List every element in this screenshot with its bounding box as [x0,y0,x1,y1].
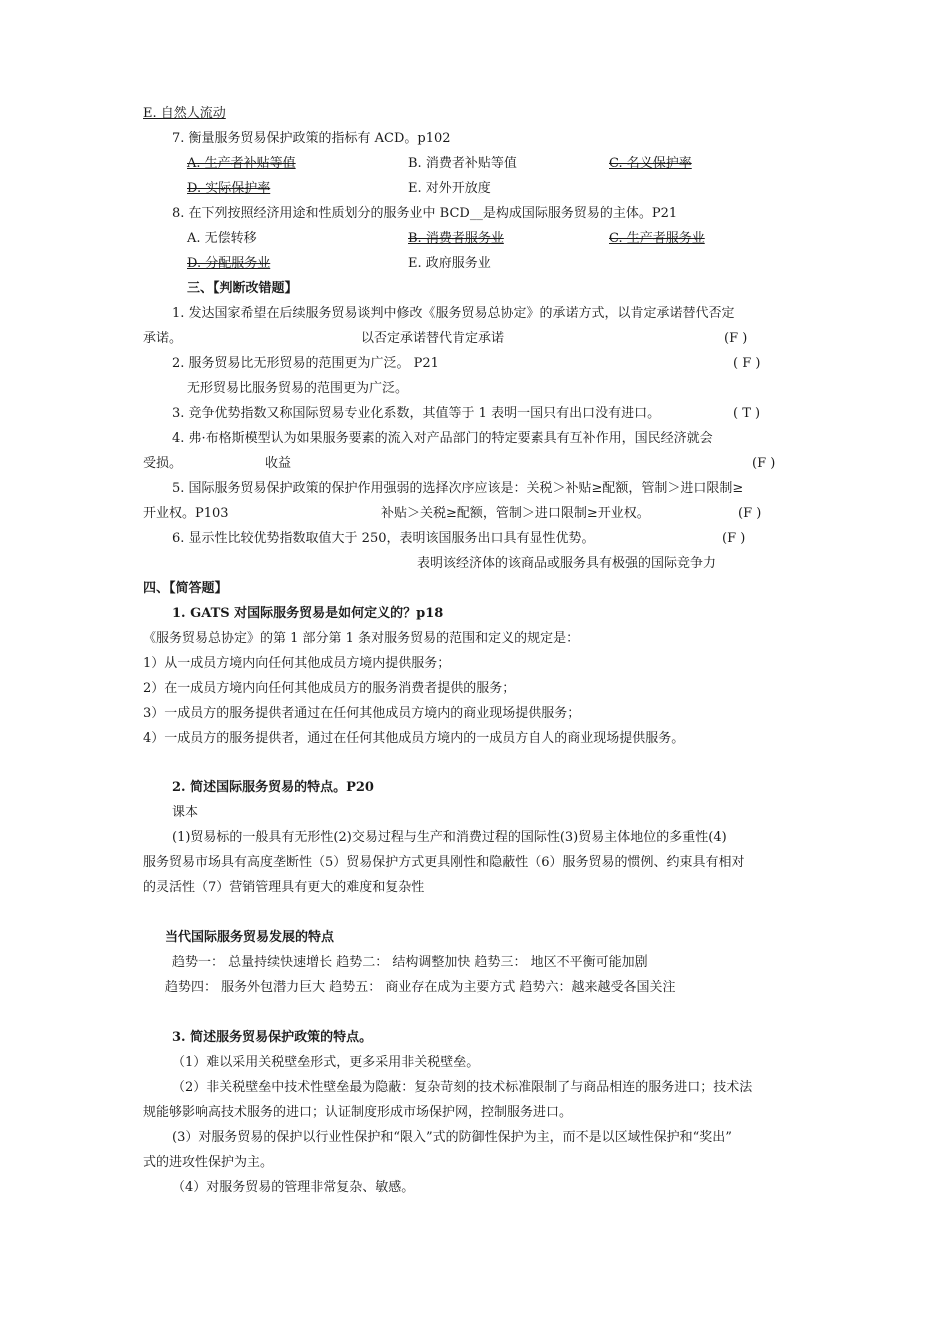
judge-2-correction: 无形贸易比服务贸易的范围更为广泛。 [187,381,409,396]
q7-option-b: B. 消费者补贴等值 [408,156,517,171]
judge-6-answer: (F ) [722,531,746,546]
short-2-line-3: 的灵活性（7）营销管理具有更大的难度和复杂性 [143,880,425,895]
short-answer-heading: 四、【简答题】 [143,581,228,596]
short-1-intro: 《服务贸易总协定》的第 1 部分第 1 条对服务贸易的范围和定义的规定是： [143,631,580,646]
judge-4-line2: 受损。 [143,456,183,471]
question-8: 8. 在下列按照经济用途和性质划分的服务业中 BCD__是构成国际服务贸易的主体。P21 [172,206,678,221]
judge-5-line1: 5. 国际服务贸易保护政策的保护作用强弱的选择次序应该是：关税＞补贴≥配额，管制＞进口限制≥ [172,481,744,496]
option-e-natural-person: E. 自然人流动 [143,106,226,121]
judge-6: 6. 显示性比较优势指数取值大于 250，表明该国服务出口具有显性优势。 [172,531,595,546]
judge-3-answer: ( T ) [733,406,761,421]
short-3-point-3a: (3）对服务贸易的保护以行业性保护和“限入”式的防御性保护为主，而不是以区域性保护和“奖出” [172,1130,732,1145]
judge-4-line1: 4. 弗·布格斯模型认为如果服务要素的流入对产品部门的特定要素具有互补作用，国民经济就会 [172,431,713,446]
q7-option-d: D. 实际保护率 [187,181,271,196]
judge-4-correction: 收益 [265,456,292,471]
q8-option-b: B. 消费者服务业 [408,231,504,246]
judge-5-line2: 开业权。P103 [143,506,229,521]
q7-option-a: A. 生产者补贴等值 [187,156,296,171]
short-3-question: 3. 简述服务贸易保护政策的特点。 [172,1030,373,1045]
judge-2: 2. 服务贸易比无形贸易的范围更为广泛。 P21 [172,356,439,371]
q8-option-c: C. 生产者服务业 [609,231,705,246]
trend-line-2: 趋势四： 服务外包潜力巨大 趋势五： 商业存在成为主要方式 趋势六：越来越受各国关注 [165,980,676,995]
judge-1-line1: 1. 发达国家希望在后续服务贸易谈判中修改《服务贸易总协定》的承诺方式，以肯定承诺替代否定 [172,306,735,321]
short-1-item-3: 3）一成员方的服务提供者通过在任何其他成员方境内的商业现场提供服务； [143,706,581,721]
short-3-point-4: （4）对服务贸易的管理非常复杂、敏感。 [172,1180,415,1195]
judge-1-answer: (F ) [724,331,748,346]
judge-5-answer: (F ) [738,506,762,521]
judge-1-correction: 以否定承诺替代肯定承诺 [361,331,505,346]
short-1-question: 1. GATS 对国际服务贸易是如何定义的？p18 [172,606,444,621]
q8-option-e: E. 政府服务业 [408,256,491,271]
q8-option-a: A. 无偿转移 [187,231,257,246]
short-3-point-1: （1）难以采用关税壁垒形式，更多采用非关税壁垒。 [172,1055,480,1070]
judge-3: 3. 竞争优势指数又称国际贸易专业化系数，其值等于 1 表明一国只有出口没有进口。 [172,406,661,421]
q8-option-d: D. 分配服务业 [187,256,271,271]
short-2-question: 2. 简述国际服务贸易的特点。P20 [172,780,374,795]
trend-heading: 当代国际服务贸易发展的特点 [165,930,335,945]
short-2-source: 课本 [172,805,199,820]
judge-2-answer: ( F ) [733,356,761,371]
judge-6-correction: 表明该经济体的该商品或服务具有极强的国际竞争力 [417,556,717,571]
q7-option-e: E. 对外开放度 [408,181,491,196]
judge-4-answer: (F ) [752,456,776,471]
short-1-item-1: 1）从一成员方境内向任何其他成员方境内提供服务； [143,656,451,671]
short-1-item-2: 2）在一成员方境内向任何其他成员方的服务消费者提供的服务； [143,681,516,696]
short-3-point-2a: （2）非关税壁垒中技术性壁垒最为隐蔽：复杂苛刻的技术标准限制了与商品相连的服务进口；技术法 [172,1080,753,1095]
short-3-point-3b: 式的进攻性保护为主。 [143,1155,274,1170]
judge-5-correction: 补贴＞关税≥配额，管制＞进口限制≥开业权。 [381,506,650,521]
short-2-line-1: (1)贸易标的一般具有无形性(2)交易过程与生产和消费过程的国际性(3)贸易主体地位的多重性(4) [172,830,727,845]
judge-1-line2: 承诺。 [143,331,183,346]
short-2-line-2: 服务贸易市场具有高度垄断性（5）贸易保护方式更具刚性和隐蔽性（6）服务贸易的惯例、约束具有相对 [143,855,745,870]
judge-section-heading: 三、【判断改错题】 [187,281,298,296]
short-1-item-4: 4）一成员方的服务提供者，通过在任何其他成员方境内的一成员方自人的商业现场提供服务。 [143,731,685,746]
question-7: 7. 衡量服务贸易保护政策的指标有 ACD。p102 [172,131,451,146]
q7-option-c: C. 名义保护率 [609,156,692,171]
short-3-point-2b: 规能够影响高技术服务的进口；认证制度形成市场保护网，控制服务进口。 [143,1105,573,1120]
trend-line-1: 趋势一： 总量持续快速增长 趋势二： 结构调整加快 趋势三： 地区不平衡可能加剧 [172,955,648,970]
